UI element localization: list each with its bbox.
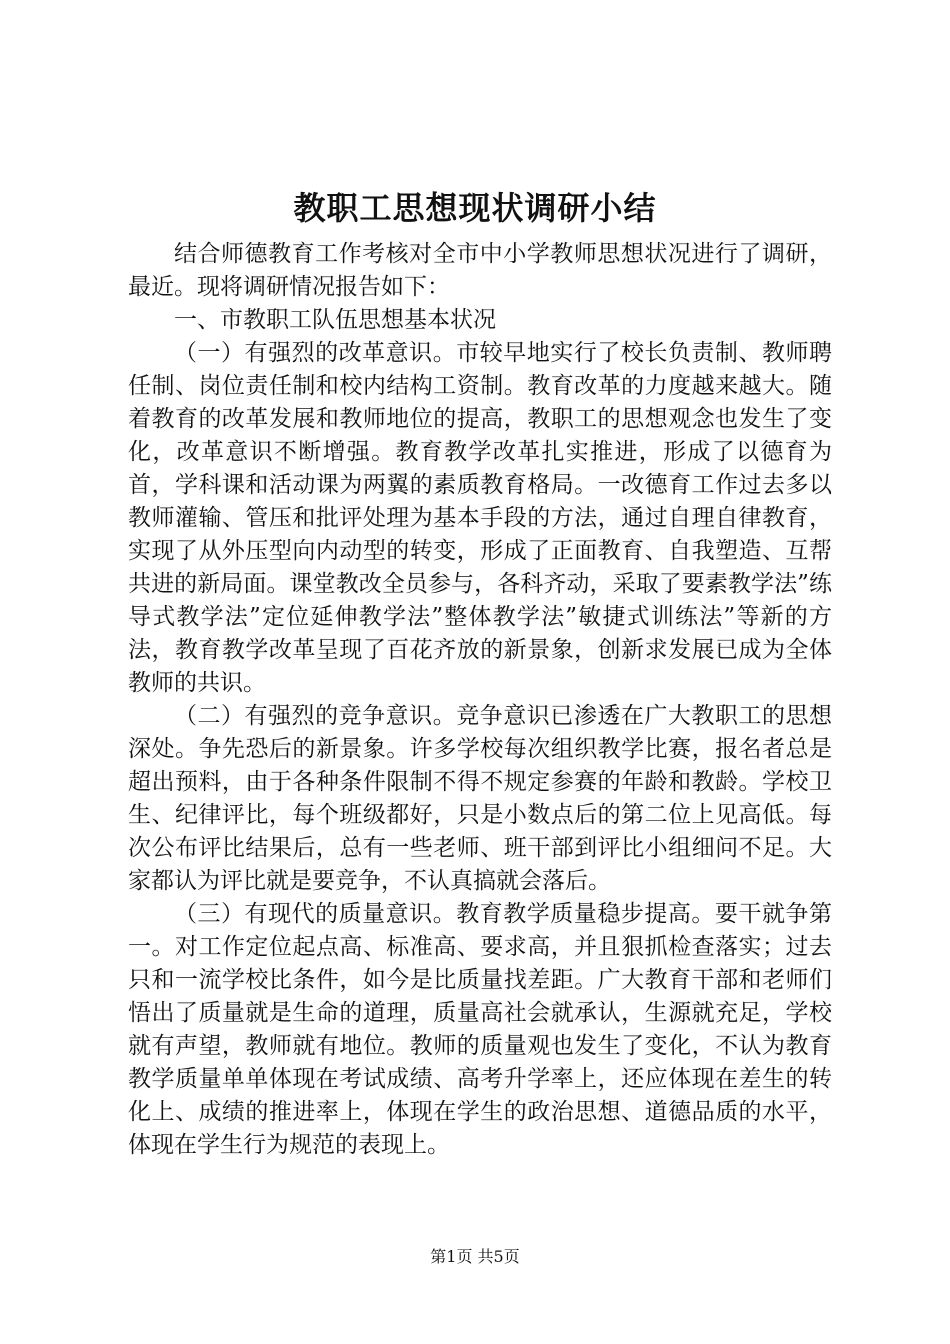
competition-awareness-paragraph: （二）有强烈的竞争意识。竞争意识已渗透在广大教职工的思想深处。争先恐后的新景象。许多学校每次组织教学比赛，报名者总是超出预料，由于各种条件限制不得不规定参赛的年龄和教龄。学校卫生、纪律评比，每个班级都好，只是小数点后的第二位上见高低。每次公布评比结果后，总有一些老师、班干部到评比小组细问不足。大家都认为评比就是要竞争，不认真搞就会落后。 — [128, 703, 832, 894]
reform-awareness-paragraph: （一）有强烈的改革意识。市较早地实行了校长负责制、教师聘任制、岗位责任制和校内结构工资制。教育改革的力度越来越大。随着教育的改革发展和教师地位的提高，教职工的思想观念也发生了变化，改革意识不断增强。教育教学改革扎实推进，形成了以德育为首，学科课和活动课为两翼的素质教育格局。一改德育工作过去多以教师灌输、管压和批评处理为基本手段的方法，通过自理自律教育，实现了从外压型向内动型的转变，形成了正面教育、自我塑造、互帮共进的新局面。课堂教改全员参与，各科齐动，采取了要素教学法”练导式教学法”定位延伸教学法”整体教学法”敏捷式训练法”等新的方法，教育教学改革呈现了百花齐放的新景象，创新求发展已成为全体教师的共识。 — [128, 340, 832, 696]
section-heading: 一、市教职工队伍思想基本状况 — [174, 307, 496, 333]
intro-paragraph: 结合师德教育工作考核对全市中小学教师思想状况进行了调研，最近。现将调研情况报告如下： — [128, 241, 832, 300]
quality-awareness-paragraph: （三）有现代的质量意识。教育教学质量稳步提高。要干就争第一。对工作定位起点高、标准高、要求高，并且狠抓检查落实；过去只和一流学校比条件，如今是比质量找差距。广大教育干部和老师们悟出了质量就是生命的道理，质量高社会就承认，生源就充足，学校就有声望，教师就有地位。教师的质量观也发生了变化，不认为教育教学质量单单体现在考试成绩、高考升学率上，还应体现在差生的转化上、成绩的推进率上，体现在学生的政治思想、道德品质的水平，体现在学生行为规范的表现上。 — [128, 901, 832, 1158]
document-body — [128, 238, 832, 1162]
document-title: 教职工思想现状调研小结 — [293, 189, 657, 227]
page-number-footer: 第1页 共5页 — [430, 1247, 520, 1266]
